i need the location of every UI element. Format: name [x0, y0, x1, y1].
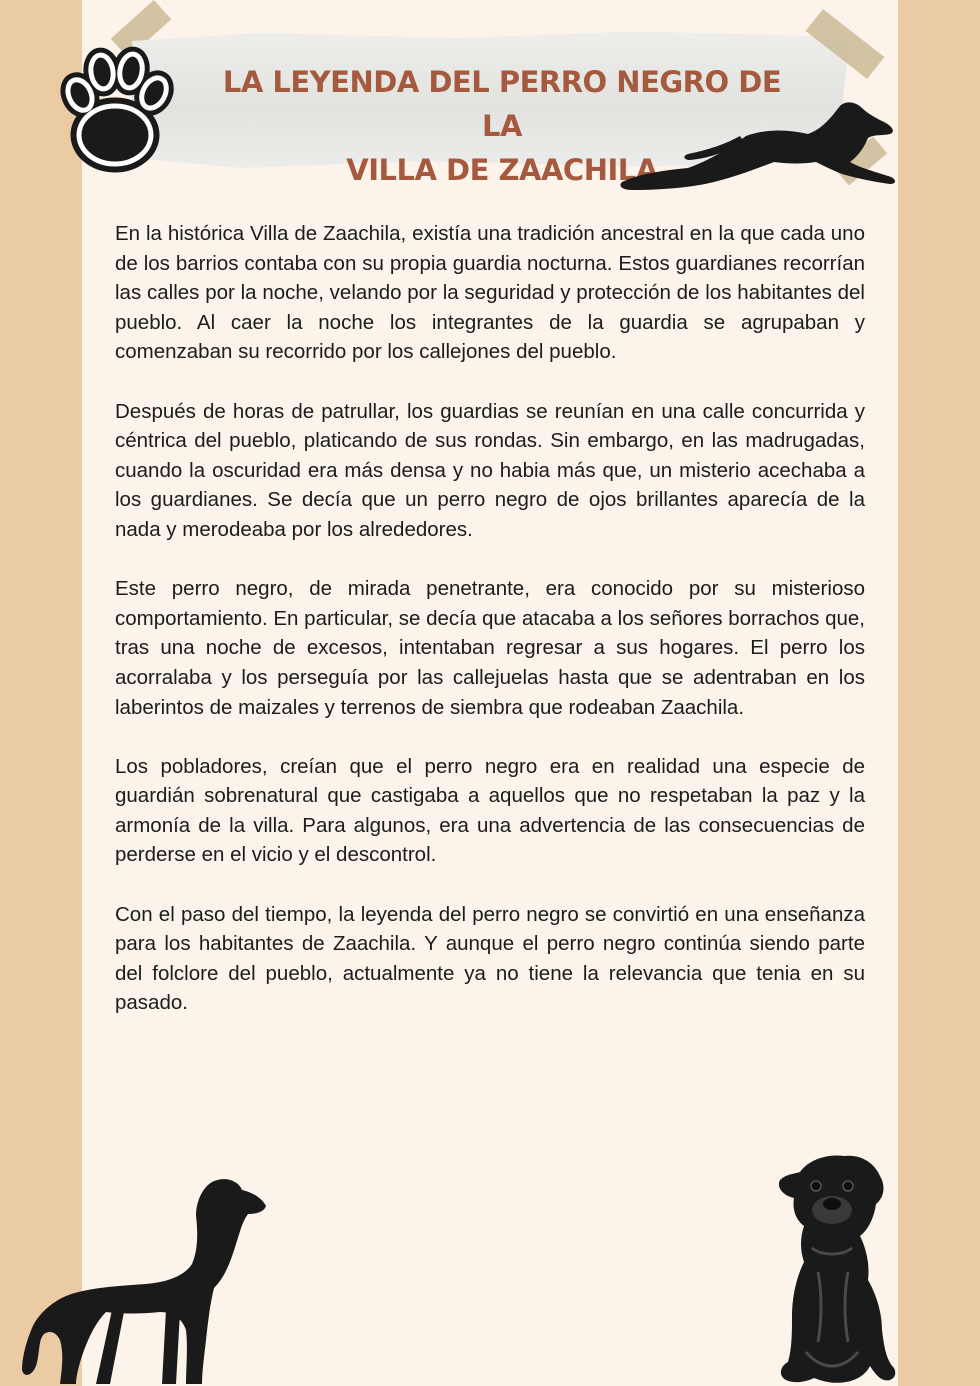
- story-paragraph-2: Después de horas de patrullar, los guardias se reunían en una calle concurrida y céntrica del pueblo, platicando de sus rondas. Sin embargo, en las madrugadas, cuando la oscuridad era más densa y no habia más que, un misterio acechaba a los guardianes. Se decía que un perro negro de ojos brillantes aparecía de la nada y merodeaba por los alrededores.: [115, 399, 865, 541]
- title-line-1: LA LEYENDA DEL PERRO NEGRO DE LA: [222, 65, 782, 143]
- sitting-puppy-illustration: [770, 1152, 900, 1386]
- story-paragraph-5: Con el paso del tiempo, la leyenda del perro negro se convirtió en una enseñanza para los habitantes de Zaachila. Y aunque el perro negro continúa siendo parte del folclore del pueblo, actualmente ya no tiene la relevancia que tenia en su pasado.: [115, 902, 865, 1015]
- paw-print-icon: [48, 40, 180, 176]
- title-line-2: VILLA DE ZAACHILA: [346, 153, 658, 187]
- story-paragraph-1: En la histórica Villa de Zaachila, existía una tradición ancestral en la que cada uno de los barrios contaba con su propia guardia nocturna. Estos guardianes recorrían las calles por la noche, velando por la seguridad y protección de los habitantes del pueblo. Al caer la noche los integrantes de la guardia se agrupaban y comenzaban su recorrido por los callejones del pueblo.: [115, 222, 865, 364]
- story-body: [115, 219, 865, 1048]
- standing-dog-silhouette: [16, 1172, 274, 1386]
- story-paragraph-3: Este perro negro, de mirada penetrante, era conocido por su misterioso comportamiento. En particular, se decía que atacaba a los señores borrachos que, tras una noche de excesos, intentaban regresar a sus hogares. El perro los acorralaba y los perseguía por las callejuelas hasta que se adentraban en los laberintos de maizales y terrenos de siembra que rodeaban Zaachila.: [115, 577, 865, 719]
- story-paragraph-4: Los pobladores, creían que el perro negro era en realidad una especie de guardián sobrenatural que castigaba a aquellos que no respetaban la paz y la armonía de la villa. Para algunos, era una advertencia de las consecuencias de perderse en el vicio y el descontrol.: [115, 754, 865, 867]
- running-dog-silhouette: [618, 98, 902, 196]
